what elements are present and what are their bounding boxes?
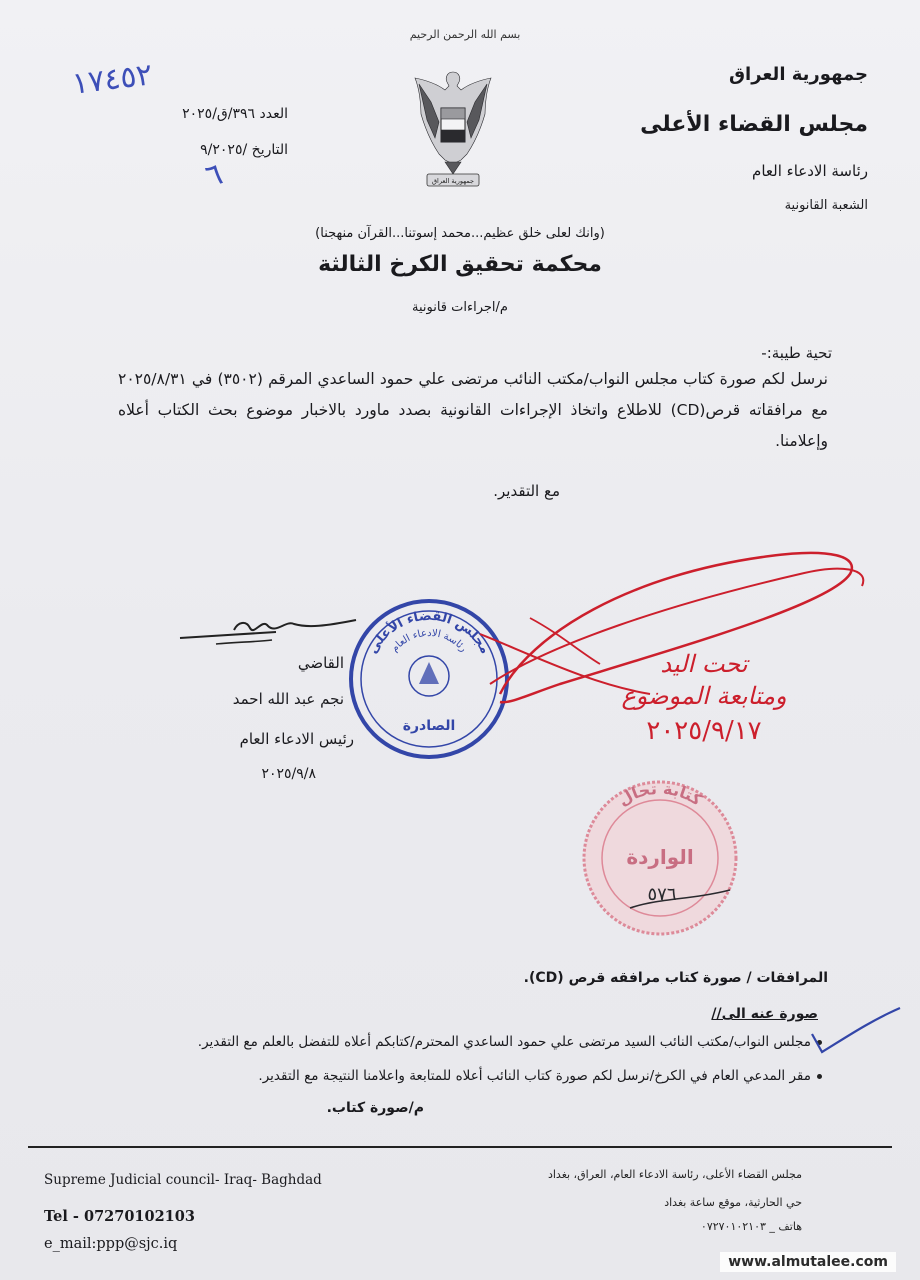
eagle-emblem-icon <box>405 62 501 192</box>
signature-scribble <box>176 606 366 650</box>
red-note-line1: تحت اليد <box>660 650 748 678</box>
seal-bottom-text: الصادرة <box>402 718 456 734</box>
footer-email: e_mail:ppp@sjc.iq <box>44 1236 178 1252</box>
bullet-icon <box>817 1074 822 1079</box>
header-department: الشعبة القانونية <box>784 198 868 213</box>
watermark: www.almutalee.com <box>720 1252 896 1272</box>
recipient-text: مجلس النواب/مكتب النائب السيد مرتضى علي حمود الساعدي المحترم/كتابكم أعلاه للتفضل بالعلم مع التقدير. <box>197 1034 811 1050</box>
recipient-text: مقر المدعي العام في الكرخ/نرسل لكم صورة كتاب النائب أعلاه للمتابعة واعلامنا النتيجة مع التقدير. <box>258 1068 811 1084</box>
stamp-top-text: كتابة تحال <box>614 778 706 810</box>
seal-inner-text: رئاسة الادعاء العام <box>389 627 469 655</box>
subject-line: م/اجراءات قانونية <box>412 300 508 315</box>
iraq-emblem <box>405 62 501 192</box>
copy-to-label: صورة عنه الى// <box>711 1006 818 1022</box>
red-note-line2: ومتابعة الموضوع <box>621 682 787 710</box>
attachments-label: المرافقات / صورة كتاب مرافقه قرص (CD). <box>523 970 828 986</box>
footer-organization: Supreme Judicial council- Iraq- Baghdad <box>44 1172 322 1188</box>
motto: (وانك لعلى خلق عظيم...محمد إسوتنا...القرآن منهجنا) <box>315 226 605 241</box>
footer-divider <box>28 1146 892 1148</box>
red-annotation <box>594 650 814 746</box>
signer-role: رئيس الادعاء العام <box>239 730 354 748</box>
basmala: بسم الله الرحمن الرحيم <box>409 28 521 41</box>
letter-body: نرسل لكم صورة كتاب مجلس النواب/مكتب النائب مرتضى علي حمود الساعدي المرقم (٣٥٠٢) في ٢٠٢٥/٨/٣١ مع مرافقاته قرص(CD) للاطلاع واتخاذ الإجراءات القانونية بصدد ماورد بالاخبار موضوع بحث الكتاب أعلاه وإعلامنا. <box>118 370 828 450</box>
red-note-date: ٢٠٢٥/٩/١٧ <box>646 716 762 746</box>
header-presidency: رئاسة الادعاء العام <box>752 162 868 180</box>
file-copy-note: م/صورة كتاب. <box>326 1100 424 1116</box>
stamp-number: ٥٧٦ <box>647 884 677 905</box>
document-number: العدد ٣٩٦/ق/٢٠٢٥ <box>182 106 288 122</box>
footer-phone: Tel - 07270102103 <box>44 1208 195 1225</box>
signer-title: القاضي <box>297 654 344 672</box>
recipient-item <box>258 1068 822 1084</box>
blue-tick-mark <box>808 1004 904 1066</box>
recipient-item <box>198 1034 822 1050</box>
footer-address-1: مجلس القضاء الأعلى، رئاسة الادعاء العام، العراق، بغداد <box>547 1168 802 1181</box>
handwritten-mark: ٦ <box>201 156 227 195</box>
emblem-label: جمهورية العراق <box>432 177 474 185</box>
incoming-stamp-icon <box>570 772 750 942</box>
addressee: محكمة تحقيق الكرخ الثالثة <box>318 252 602 277</box>
signer-name: نجم عبد الله احمد <box>232 690 344 708</box>
header-republic: جمهورية العراق <box>728 64 868 85</box>
stamp-middle-text: الواردة <box>626 845 694 869</box>
footer-address-2: حي الحارثية، موقع ساعة بغداد <box>664 1196 802 1209</box>
handwritten-number: ١٧٤٥٢ <box>70 57 155 102</box>
document-date: التاريخ /٩/٢٠٢٥ <box>200 142 288 158</box>
seal-outer-text: مجلس القضاء الأعلى <box>365 608 493 657</box>
signature-date: ٢٠٢٥/٩/٨ <box>261 766 316 782</box>
regards: مع التقدير. <box>493 482 560 500</box>
header-council: مجلس القضاء الأعلى <box>640 112 868 137</box>
footer-phone-ar: هاتف _ ٠٧٢٧٠١٠٢١٠٣ <box>700 1220 802 1233</box>
greeting: تحية طيبة:- <box>761 344 832 362</box>
